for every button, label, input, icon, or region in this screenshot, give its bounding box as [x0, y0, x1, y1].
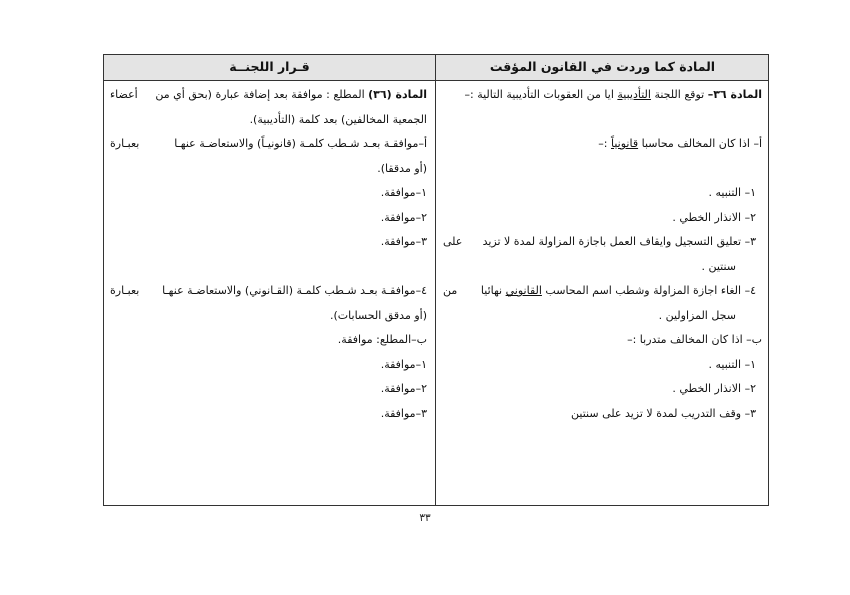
- penalty-item-4: [443, 279, 762, 304]
- article-36-intro: [443, 83, 762, 108]
- header-original-article: المادة كما وردت في القانون المؤقت: [489, 59, 716, 74]
- decision-clause-a-cont: (أو مدققا).: [377, 161, 427, 175]
- column-divider: [435, 55, 436, 505]
- text-span: أ–موافقـة بعـد شـطب كلمـة (قانونيـاً) والاستعاضـة عنهـا: [174, 137, 427, 150]
- decision-article-36: [110, 83, 427, 108]
- original-article-column: [437, 81, 768, 505]
- trainee-penalty-3: ٣– وقف التدريب لمدة لا تزيد على سنتين: [571, 406, 756, 420]
- decision-article-label: المادة (٣٦): [368, 88, 427, 101]
- text-span: أعضاء: [110, 88, 138, 101]
- text-span: بعبـارة: [110, 137, 140, 150]
- text-span: ٣– تعليق التسجيل وايقاف العمل باجازة المزاولة لمدة لا تزيد: [482, 235, 756, 248]
- underlined-term: التأديبية: [617, 88, 651, 101]
- text-span: ٤–موافقـة بعـد شـطب كلمـة (القـانوني) والاستعاضـة عنهـا: [162, 284, 427, 297]
- text-span: على: [443, 235, 463, 248]
- decision-clause-b: ب–المطلع: موافقة.: [337, 333, 427, 346]
- clause-a-heading: [443, 132, 762, 157]
- trainee-penalty-2: ٢– الانذار الخطي .: [672, 382, 756, 395]
- underlined-term: قانونياً: [611, 137, 639, 150]
- text-span: نهائيا: [480, 284, 506, 297]
- table-header-row: [104, 55, 768, 81]
- text-span: بعبـارة: [110, 284, 140, 297]
- decision-b-item-1: ١–موافقة.: [380, 357, 427, 371]
- text-span: من: [443, 284, 458, 297]
- decision-item-4: [110, 279, 427, 304]
- decision-item-4-cont: (أو مدقق الحسابات).: [330, 308, 427, 322]
- header-committee-decision: قـرار اللجنــة: [229, 59, 310, 74]
- decision-article-36-cont: الجمعية المخالفين) بعد كلمة (التأديبية).: [249, 112, 427, 126]
- text-span: :–: [598, 137, 611, 150]
- trainee-penalty-1: ١– التنبيه .: [708, 357, 756, 371]
- text-span: توقع اللجنة: [650, 88, 708, 101]
- decision-item-2: ٢–موافقة.: [380, 210, 427, 224]
- text-span: المطلع : موافقة بعد إضافة عبارة (بحق أي من: [155, 88, 369, 101]
- penalty-item-3: [443, 230, 762, 255]
- decision-item-1: ١–موافقة.: [380, 186, 427, 199]
- decision-clause-a: [110, 132, 427, 157]
- page-number: ٣٣: [419, 512, 431, 524]
- text-span: ٤– الغاء اجازة المزاولة وشطب اسم المحاسب: [541, 284, 756, 297]
- decision-item-3: ٣–موافقة.: [380, 235, 427, 248]
- clause-b-heading: ب– اذا كان المخالف متدربا :–: [627, 333, 762, 346]
- text-span: أ– اذا كان المخالف محاسبا: [638, 137, 762, 150]
- underlined-term: القانوني: [505, 284, 542, 297]
- decision-b-item-3: ٣–موافقة.: [380, 406, 427, 420]
- decision-b-item-2: ٢–موافقة.: [380, 382, 427, 395]
- article-36-label: المادة ٣٦–: [707, 88, 762, 101]
- penalty-item-2: ٢– الانذار الخطي .: [672, 210, 756, 224]
- penalty-item-1: ١– التنبيه .: [708, 186, 756, 199]
- penalty-item-4-cont: سجل المزاولين .: [658, 308, 736, 322]
- comparison-table: [103, 54, 769, 506]
- text-span: ايا من العقوبات التأديبية التالية :–: [464, 88, 618, 101]
- committee-decision-column: [104, 81, 435, 505]
- penalty-item-3-cont: سنتين .: [701, 259, 736, 273]
